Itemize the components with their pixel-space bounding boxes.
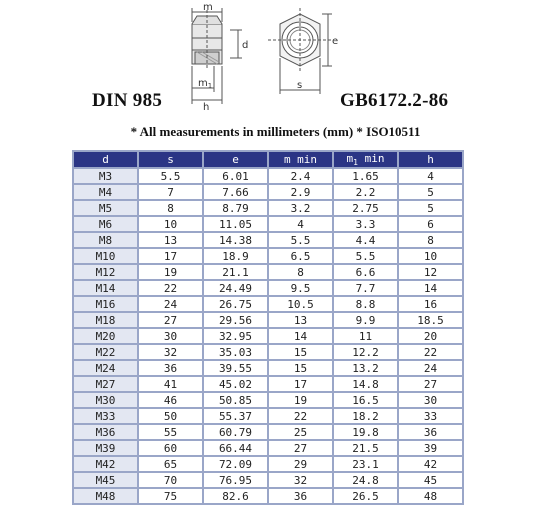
table-cell: 3.3 <box>334 217 397 231</box>
table-row <box>74 281 462 295</box>
table-cell: 8 <box>269 265 332 279</box>
header-d: d <box>74 152 137 167</box>
table-cell: 2.4 <box>269 169 332 183</box>
table-cell: 8 <box>399 233 462 247</box>
dim-label-s: s <box>297 80 303 91</box>
table-cell: M10 <box>74 249 137 263</box>
table-cell: 5.5 <box>334 249 397 263</box>
table-cell: 8 <box>139 201 202 215</box>
table-cell: 30 <box>399 393 462 407</box>
nut-side-view <box>192 8 242 104</box>
table-row <box>74 473 462 487</box>
table-row <box>74 313 462 327</box>
table-cell: 5 <box>399 201 462 215</box>
dim-label-m: m <box>203 2 213 13</box>
table-cell: 2.9 <box>269 185 332 199</box>
table-cell: 4.4 <box>334 233 397 247</box>
table-cell: 2.75 <box>334 201 397 215</box>
table-cell: 26.5 <box>334 489 397 503</box>
table-cell: 14.8 <box>334 377 397 391</box>
table-row <box>74 393 462 407</box>
header-s: s <box>139 152 202 167</box>
table-row <box>74 265 462 279</box>
table-cell: 14 <box>269 329 332 343</box>
table-cell: 18.5 <box>399 313 462 327</box>
table-cell: 19 <box>139 265 202 279</box>
table-cell: 45 <box>399 473 462 487</box>
table-cell: 66.44 <box>204 441 267 455</box>
table-cell: 8.8 <box>334 297 397 311</box>
table-row <box>74 489 462 503</box>
table-cell: M22 <box>74 345 137 359</box>
table-cell: 22 <box>399 345 462 359</box>
table-cell: 27 <box>269 441 332 455</box>
table-cell: 13.2 <box>334 361 397 375</box>
table-cell: 6.5 <box>269 249 332 263</box>
table-row <box>74 457 462 471</box>
header-e: e <box>204 152 267 167</box>
table-cell: 35.03 <box>204 345 267 359</box>
table-cell: 16.5 <box>334 393 397 407</box>
table-cell: M12 <box>74 265 137 279</box>
table-cell: 24.49 <box>204 281 267 295</box>
standard-gb-label: GB6172.2-86 <box>340 90 449 111</box>
table-cell: 30 <box>139 329 202 343</box>
table-row <box>74 297 462 311</box>
table-cell: 36 <box>139 361 202 375</box>
table-cell: 39.55 <box>204 361 267 375</box>
table-cell: M6 <box>74 217 137 231</box>
table-cell: 76.95 <box>204 473 267 487</box>
dim-label-m1: $m_1$ <box>198 78 213 90</box>
table-cell: 18.9 <box>204 249 267 263</box>
table-row <box>74 425 462 439</box>
table-cell: 70 <box>139 473 202 487</box>
table-cell: 3.2 <box>269 201 332 215</box>
table-cell: 50 <box>139 409 202 423</box>
table-row <box>74 329 462 343</box>
table-cell: 50.85 <box>204 393 267 407</box>
table-cell: M3 <box>74 169 137 183</box>
table-cell: 19.8 <box>334 425 397 439</box>
table-cell: 8.79 <box>204 201 267 215</box>
table-cell: 16 <box>399 297 462 311</box>
table-cell: 2.2 <box>334 185 397 199</box>
table-cell: M39 <box>74 441 137 455</box>
table-cell: 12.2 <box>334 345 397 359</box>
table-row <box>74 185 462 199</box>
table-cell: 6 <box>399 217 462 231</box>
table-cell: 36 <box>399 425 462 439</box>
table-cell: 22 <box>139 281 202 295</box>
table-cell: 21.1 <box>204 265 267 279</box>
table-cell: 27 <box>139 313 202 327</box>
table-cell: 27 <box>399 377 462 391</box>
table-cell: 65 <box>139 457 202 471</box>
table-cell: 24.8 <box>334 473 397 487</box>
dimensions-table <box>72 150 464 505</box>
table-cell: 10 <box>399 249 462 263</box>
table-cell: M16 <box>74 297 137 311</box>
table-row <box>74 345 462 359</box>
table-cell: 21.5 <box>334 441 397 455</box>
table-cell: M24 <box>74 361 137 375</box>
header-m-min: m min <box>269 152 332 167</box>
table-header-row <box>74 152 462 167</box>
table-cell: M27 <box>74 377 137 391</box>
table-cell: M33 <box>74 409 137 423</box>
table-row <box>74 169 462 183</box>
table-cell: 48 <box>399 489 462 503</box>
table-cell: 39 <box>399 441 462 455</box>
table-cell: M18 <box>74 313 137 327</box>
table-row <box>74 217 462 231</box>
table-cell: 26.75 <box>204 297 267 311</box>
table-cell: 13 <box>139 233 202 247</box>
table-cell: 29 <box>269 457 332 471</box>
table-cell: 82.6 <box>204 489 267 503</box>
table-cell: M4 <box>74 185 137 199</box>
table-cell: 10.5 <box>269 297 332 311</box>
table-cell: 55 <box>139 425 202 439</box>
table-cell: 15 <box>269 345 332 359</box>
table-cell: 6.6 <box>334 265 397 279</box>
dim-label-e: e <box>332 36 339 47</box>
table-row <box>74 377 462 391</box>
table-cell: 13 <box>269 313 332 327</box>
table-cell: 60.79 <box>204 425 267 439</box>
table-cell: M36 <box>74 425 137 439</box>
standard-din-label: DIN 985 <box>92 90 163 111</box>
table-row <box>74 201 462 215</box>
table-cell: 36 <box>269 489 332 503</box>
table-cell: 18.2 <box>334 409 397 423</box>
table-cell: M45 <box>74 473 137 487</box>
table-cell: 7.7 <box>334 281 397 295</box>
table-cell: 23.1 <box>334 457 397 471</box>
table-cell: 7.66 <box>204 185 267 199</box>
dimensions-table-container <box>72 150 464 505</box>
table-row <box>74 441 462 455</box>
table-row <box>74 233 462 247</box>
table-cell: 1.65 <box>334 169 397 183</box>
table-cell: 5.5 <box>269 233 332 247</box>
table-cell: 32 <box>139 345 202 359</box>
table-cell: 22 <box>269 409 332 423</box>
table-cell: 25 <box>269 425 332 439</box>
table-cell: M30 <box>74 393 137 407</box>
table-cell: 17 <box>139 249 202 263</box>
table-cell: 9.5 <box>269 281 332 295</box>
table-cell: 5 <box>399 185 462 199</box>
table-cell: 7 <box>139 185 202 199</box>
table-cell: 11 <box>334 329 397 343</box>
table-cell: 55.37 <box>204 409 267 423</box>
table-cell: M48 <box>74 489 137 503</box>
table-cell: 32.95 <box>204 329 267 343</box>
table-cell: 72.09 <box>204 457 267 471</box>
table-cell: 29.56 <box>204 313 267 327</box>
table-cell: 4 <box>399 169 462 183</box>
table-cell: 5.5 <box>139 169 202 183</box>
table-cell: 12 <box>399 265 462 279</box>
table-cell: 17 <box>269 377 332 391</box>
table-cell: 46 <box>139 393 202 407</box>
dim-label-h: h <box>203 102 210 110</box>
table-cell: 19 <box>269 393 332 407</box>
table-cell: 20 <box>399 329 462 343</box>
table-cell: 45.02 <box>204 377 267 391</box>
table-cell: M8 <box>74 233 137 247</box>
table-cell: 14.38 <box>204 233 267 247</box>
table-cell: 6.01 <box>204 169 267 183</box>
table-cell: M42 <box>74 457 137 471</box>
table-cell: 42 <box>399 457 462 471</box>
table-row <box>74 361 462 375</box>
table-cell: M20 <box>74 329 137 343</box>
table-cell: 32 <box>269 473 332 487</box>
header-m1-min: $m_1$ min <box>334 152 397 167</box>
table-cell: M14 <box>74 281 137 295</box>
measurement-note: * All measurements in millimeters (mm) * ISO10511 <box>130 124 421 139</box>
table-cell: 9.9 <box>334 313 397 327</box>
table-cell: 24 <box>139 297 202 311</box>
table-cell: 41 <box>139 377 202 391</box>
table-cell: 4 <box>269 217 332 231</box>
table-cell: M5 <box>74 201 137 215</box>
dim-label-d: d <box>242 40 249 51</box>
table-cell: 11.05 <box>204 217 267 231</box>
table-cell: 14 <box>399 281 462 295</box>
table-cell: 75 <box>139 489 202 503</box>
table-cell: 10 <box>139 217 202 231</box>
table-cell: 33 <box>399 409 462 423</box>
header-h: h <box>399 152 462 167</box>
table-cell: 24 <box>399 361 462 375</box>
table-row <box>74 249 462 263</box>
table-row <box>74 409 462 423</box>
table-cell: 60 <box>139 441 202 455</box>
table-cell: 15 <box>269 361 332 375</box>
